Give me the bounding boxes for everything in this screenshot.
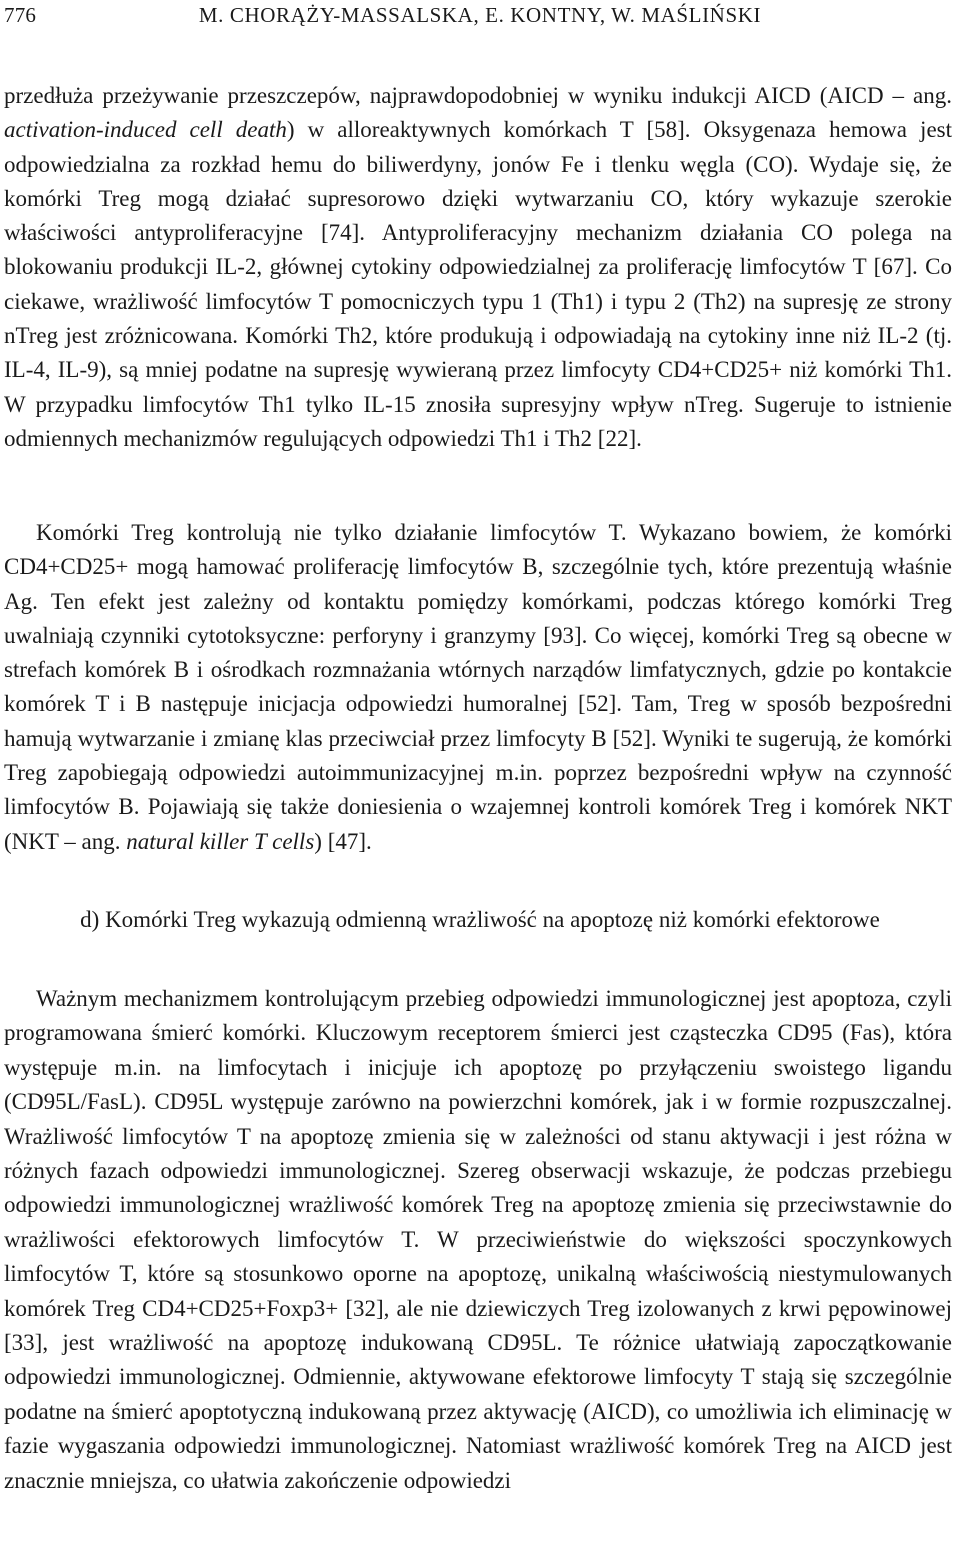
page-number: 776 xyxy=(4,3,37,27)
paragraph-text: Komórki Treg kontrolują nie tylko działanie limfocytów T. Wykazano bowiem, że komórki CD4+CD25+ mogą hamować proliferację limfocytów B, szczególnie tych, które prezentują właśnie Ag. Ten efekt jest zależny od kontaktu pomiędzy komórkami, podczas którego komórki Treg uwalniają czynniki cytotoksyczne: perforyny i granzymy [93]. Co więcej, komórki Treg są obecne w strefach komórek B i ośrodkach rozmnażania wtórnych narządów limfatycznych, gdzie po kontakcie komórek T i B następuje inicjacja odpowiedzi humoralnej [52]. Tam, Treg w sposób bezpośredni hamują wytwarzanie i zmianę klas przeciwciał przez limfocyty B [52]. Wyniki te sugerują, że komórki Treg zapobiegają odpowiedzi autoimmunizacyjnej m.in. poprzez bezpośredni wpływ na czynność limfocytów B. Pojawiają się także doniesienia o wzajemnej kontroli komórek Treg i komórek NKT (NKT – ang. xyxy=(4,520,952,854)
body-paragraph xyxy=(4,982,952,1498)
section-heading: d) Komórki Treg wykazują odmienną wrażliwość na apoptozę niż komórki efektorowe xyxy=(80,907,880,932)
paragraph-text: ) [47]. xyxy=(314,828,372,854)
paragraph-text: przedłuża przeżywanie przeszczepów, najprawdopodobniej w wyniku indukcji AICD (AICD – ang. xyxy=(4,83,952,108)
paragraph-text: ) w alloreaktywnych komórkach T [58]. Oksygenaza hemowa jest odpowiedzialna za rozkład hemu do biliwerdyny, jonów Fe i tlenku węgla (CO). Wydaje się, że komórki Treg mogą działać supresorowo dzięki wytwarzaniu CO, który wykazuje szerokie właściwości antyproliferacyjne [74]. Antyproliferacyjny mechanizm działania CO polega na blokowaniu produkcji IL-2, głównej cytokiny odpowiedzialnej za proliferację limfocytów T [67]. Co ciekawe, wrażliwość limfocytów T pomocniczych typu 1 (Th1) i typu 2 (Th2) na supresję ze strony nTreg jest zróżnicowana. Komórki Th2, które produkują i odpowiadają na cytokiny inne niż IL-2 (tj. IL-4, IL-9), są mniej podatne na supresję wywieraną przez limfocyty CD4+CD25+ niż komórki Th1. W przypadku limfocytów Th1 tylko IL-15 znosiła supresyjny wpływ nTreg. Sugeruje to istnienie odmiennych mechanizmów regulujących odpowiedzi Th1 i Th2 [22]. xyxy=(4,117,952,451)
paragraph-italic-term: natural killer T cells xyxy=(126,828,315,854)
running-header-authors: M. CHORĄŻY-MASSALSKA, E. KONTNY, W. MAŚLIŃSKI xyxy=(198,3,762,27)
paragraph-italic-term: activation-induced cell death xyxy=(4,117,287,143)
running-header xyxy=(4,3,956,33)
body-paragraph xyxy=(4,79,952,456)
body-paragraph xyxy=(4,516,952,859)
paragraph-text: Ważnym mechanizmem kontrolującym przebieg odpowiedzi immunologicznej jest apoptoza, czyli programowana śmierć komórki. Kluczowym receptorem śmierci jest cząsteczka CD95 (Fas), która występuje m.in. na limfocytach i inicjuje ich apoptozę po przyłączeniu swoistego ligandu (CD95L/FasL). CD95L występuje zarówno na powierzchni komórek, jak i w formie rozpuszczalnej. Wrażliwość limfocytów T na apoptozę zmienia się w zależności od stanu aktywacji i jest różna w różnych fazach odpowiedzi immunologicznej. Szereg obserwacji wskazuje, że podczas przebiegu odpowiedzi immunologicznej wrażliwość komórek Treg na apoptozę zmienia się przeciwstawnie do wrażliwości efektorowych limfocytów T. W przeciwieństwie do większości spoczynkowych limfocytów T, które są stosunkowo oporne na apoptozę, unikalną właściwością niestymulowanych komórek Treg CD4+CD25+Foxp3+ [32], ale nie dziewiczych Treg izolowanych z krwi pępowinowej [33], jest wrażliwość na apoptozę indukowaną CD95L. Te różnice ułatwiają zapoczątkowanie odpowiedzi immunologicznej. Odmiennie, aktywowane efektorowe limfocyty T stają się szczególnie podatne na śmierć apoptotyczną indukowaną przez aktywację (AICD), co umożliwia ich eliminację w fazie wygaszania odpowiedzi immunologicznej. Natomiast wrażliwość komórek Treg na AICD jest znacznie mniejsza, co ułatwia zakończenie odpowiedzi xyxy=(4,986,952,1493)
